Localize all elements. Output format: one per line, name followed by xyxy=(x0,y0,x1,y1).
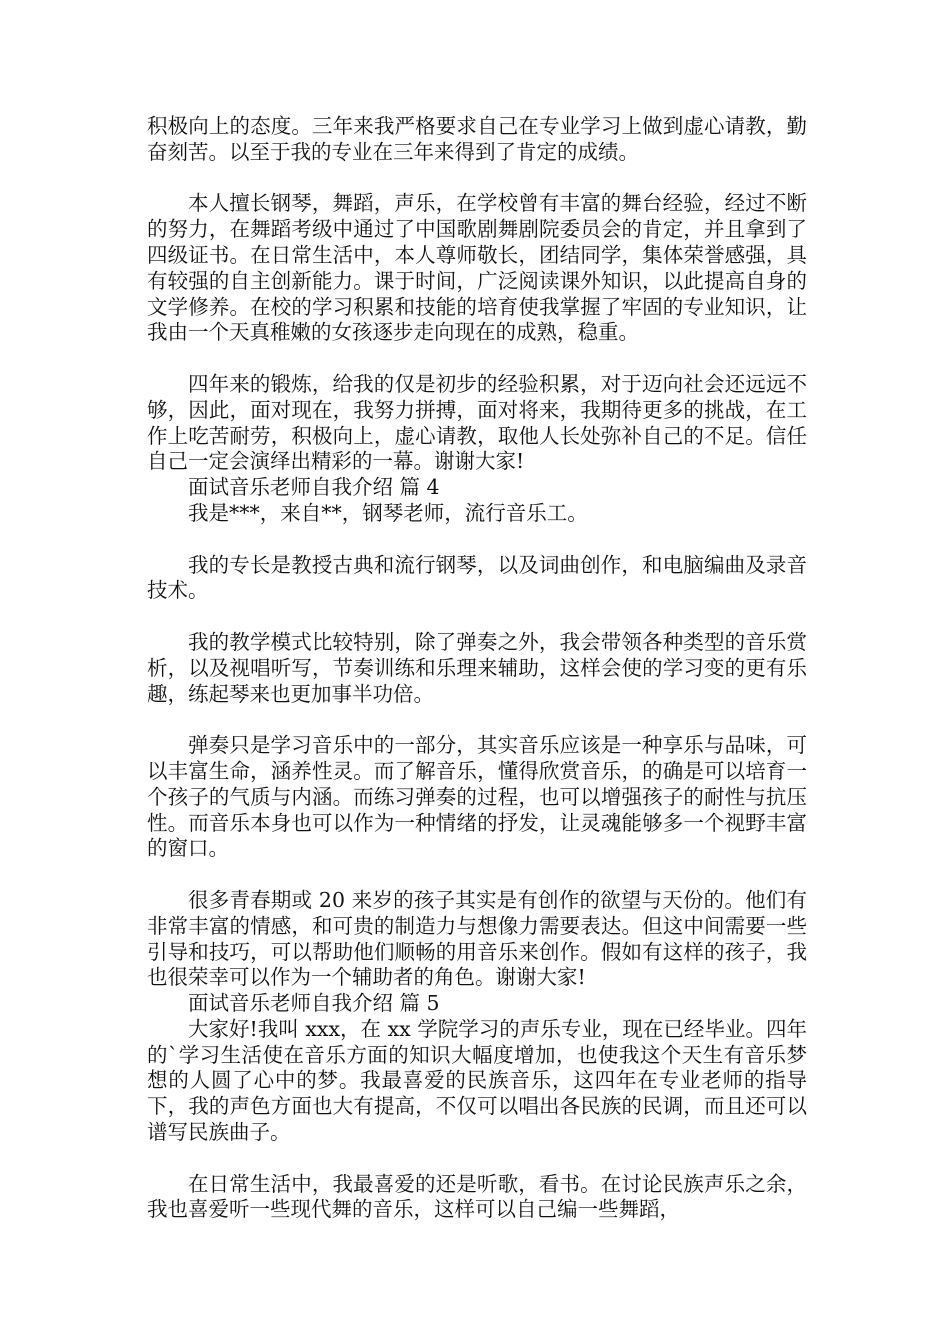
paragraph-music-meaning: 弹奏只是学习音乐中的一部分，其实音乐应该是一种享乐与品味，可以丰富生命，涵养性灵。而了解音乐，懂得欣赏音乐，的确是可以培育一个孩子的气质与内涵。而练习弹奏的过程，也可以增强孩子的耐性与抗压性。而音乐本身也可以作为一种情绪的抒发，让灵魂能够多一个视野丰富的窗口。 xyxy=(147,733,807,861)
paragraph-gap xyxy=(147,346,807,372)
paragraph-gap xyxy=(147,1146,807,1172)
paragraph-daily-life: 在日常生活中，我最喜爱的还是听歌，看书。在讨论民族声乐之余，我也喜爱听一些现代舞的音乐，这样可以自己编一些舞蹈， xyxy=(147,1171,807,1222)
paragraph-specialty: 我的专长是教授古典和流行钢琴，以及词曲创作，和电脑编曲及录音技术。 xyxy=(147,552,807,603)
paragraph-attitude: 积极向上的态度。三年来我严格要求自己在专业学习上做到虚心请教，勤奋刻苦。以至于我的专业在三年来得到了肯定的成绩。 xyxy=(147,114,807,164)
paragraph-gap xyxy=(147,527,807,553)
paragraph-youth-creation: 很多青春期或 20 来岁的孩子其实是有创作的欲望与天份的。他们有非常丰富的情感，和可贵的制造力与想像力需要表达。但这中间需要一些引导和技巧，可以帮助他们顺畅的用音乐来创作。假如有这样的孩子，我也很荣幸可以作为一个辅助者的角色。谢谢大家! xyxy=(147,887,807,990)
paragraph-teaching-mode: 我的教学模式比较特别，除了弹奏之外，我会带领各种类型的音乐赏析，以及视唱听写，节奏训练和乐理来辅助，这样会使的学习变的更有乐趣，练起琴来也更加事半功倍。 xyxy=(147,629,807,706)
paragraph-gap xyxy=(147,166,807,192)
paragraph-gap xyxy=(147,604,807,630)
paragraph-intro-4: 我是***，来自**，钢琴老师，流行音乐工。 xyxy=(188,500,588,525)
document-page xyxy=(147,114,807,1223)
paragraph-gap xyxy=(147,862,807,888)
paragraph-intro-5: 大家好!我叫 xxx，在 xx 学院学习的声乐专业，现在已经毕业。四年的`学习生活使在音乐方面的知识大幅度增加，也使我这个天生有音乐梦想的人圆了心中的梦。我最喜爱的民族音乐，这四年在专业老师的指导下，我的声色方面也大有提高，不仅可以唱出各民族的民调，而且还可以谱写民族曲子。 xyxy=(147,1016,807,1145)
paragraph-gap xyxy=(147,707,807,733)
section-heading-4: 面试音乐老师自我介绍 篇 4 xyxy=(188,475,440,500)
paragraph-training: 四年来的锻炼，给我的仅是初步的经验积累，对于迈向社会还远远不够，因此，面对现在，我努力拼搏，面对将来，我期待更多的挑战，在工作上吃苦耐劳，积极向上，虚心请教，取他人长处弥补自己的不足。信任自己一定会演绎出精彩的一幕。谢谢大家! xyxy=(147,371,807,474)
section-heading-5: 面试音乐老师自我介绍 篇 5 xyxy=(188,991,440,1016)
paragraph-skills: 本人擅长钢琴，舞蹈，声乐，在学校曾有丰富的舞台经验，经过不断的努力，在舞蹈考级中通过了中国歌剧舞剧院委员会的肯定，并且拿到了四级证书。在日常生活中，本人尊师敬长，团结同学，集体荣誉感强，具有较强的自主创新能力。课于时间，广泛阅读课外知识，以此提高自身的文学修养。在校的学习积累和技能的培育使我掌握了牢固的专业知识，让我由一个天真稚嫩的女孩逐步走向现在的成熟，稳重。 xyxy=(147,191,807,345)
